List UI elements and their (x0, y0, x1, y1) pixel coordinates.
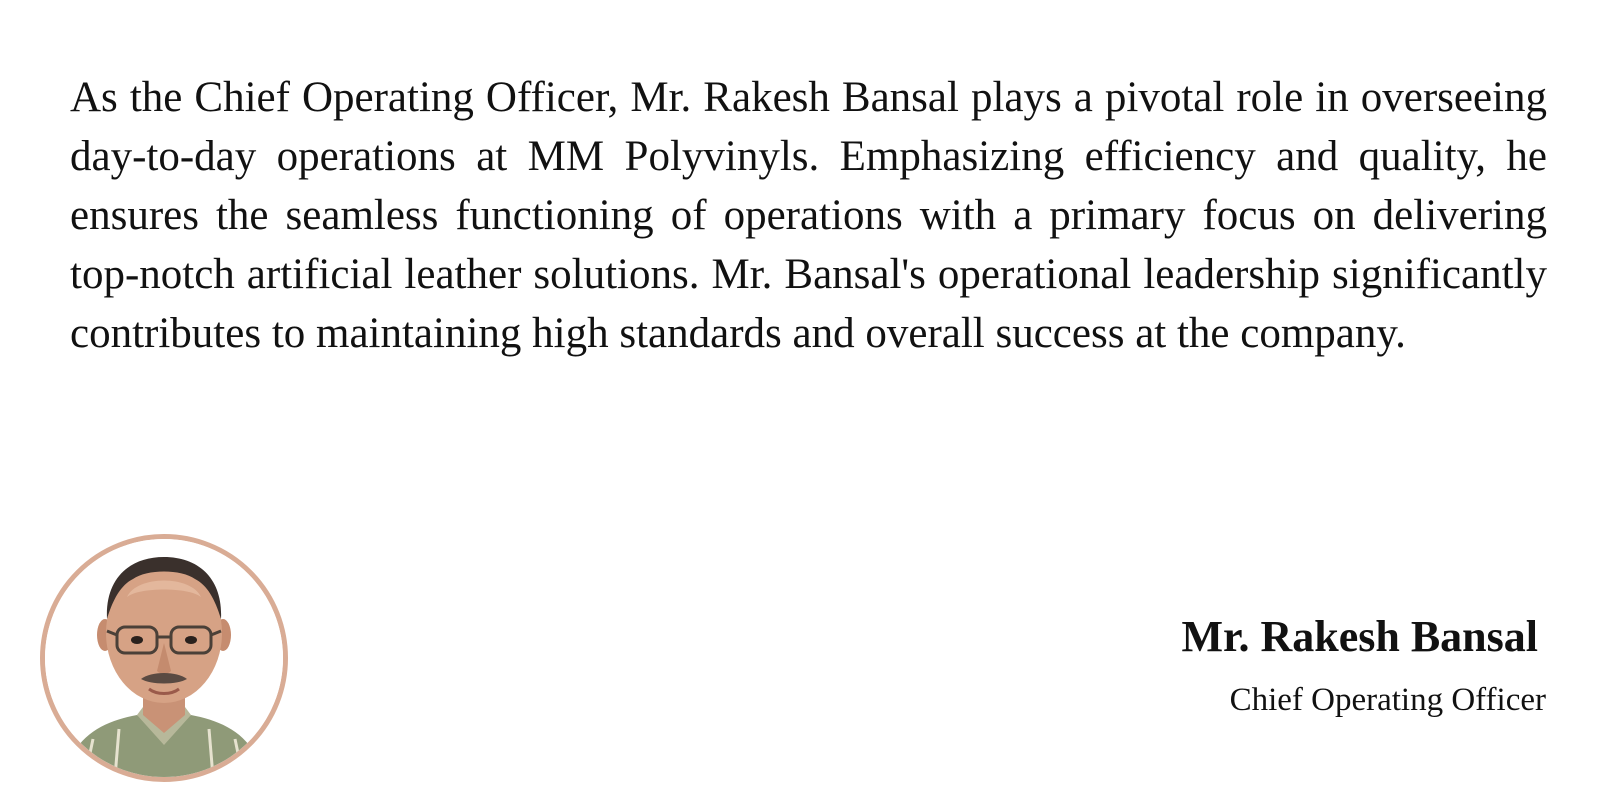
person-name: Mr. Rakesh Bansal (1181, 612, 1538, 661)
person-role: Chief Operating Officer (1229, 682, 1546, 718)
portrait-photo-icon (45, 539, 283, 777)
bio-paragraph: As the Chief Operating Officer, Mr. Rakesh Bansal plays a pivotal role in overseeing day-to-day operations at MM Polyvinyls. Emphasizing efficiency and quality, he ensures the seamless functioning of operations with a primary focus on delivering top-notch artificial leather solutions. Mr. Bansal's operational leadership significantly contributes to maintaining high standards and overall success at the company. (70, 74, 1547, 357)
profile-photo (40, 534, 288, 782)
